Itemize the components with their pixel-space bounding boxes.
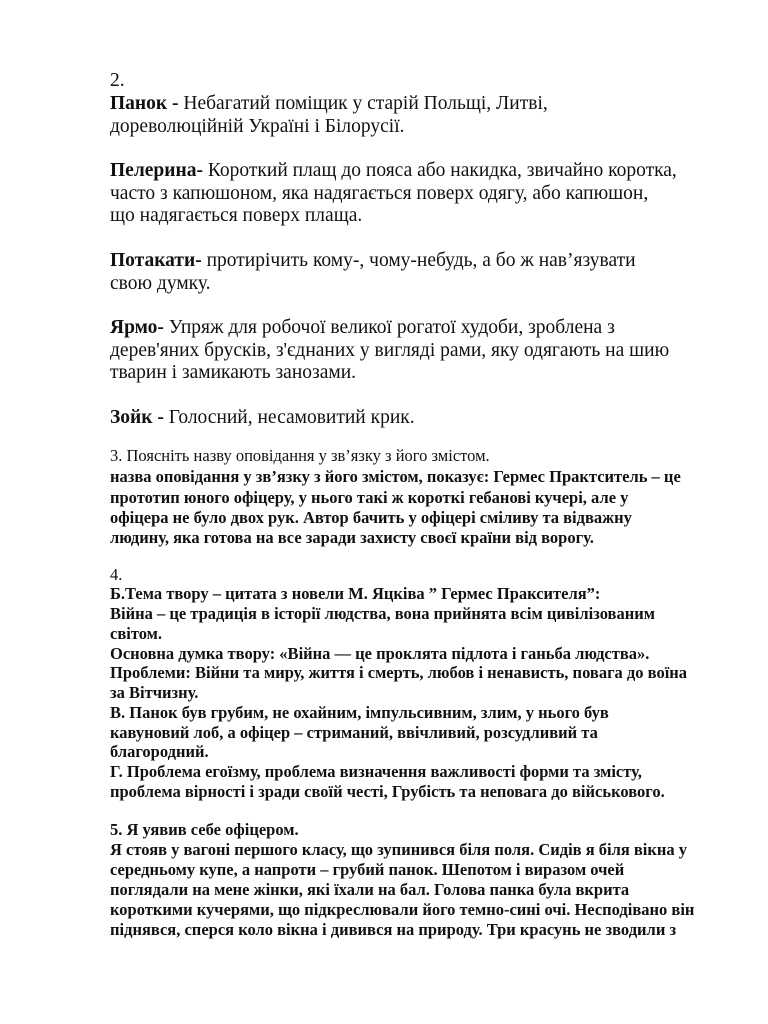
glossary-term: Потакати- [110,250,202,271]
section-4-line: Проблеми: Війни та миру, життя і смерть, любов і ненависть, повага до воїна [110,663,688,682]
glossary-definition-line: що надягається поверх плаща. [110,205,363,226]
section-4-line: проблема вірності і зради своїй честі, Грубість та неповага до військового. [110,782,665,801]
section-3-line: прототип юного офіцеру, у нього такі ж короткі гебанові кучері, але у [110,488,629,507]
section-letter: Г [110,762,119,781]
glossary-definition-line: дореволюційній Україні і Білорусії. [110,116,405,137]
section-4-g [110,762,642,782]
glossary-entry-panok [110,93,548,115]
glossary-term: Зойк - [110,407,164,428]
section-3-heading: 3. Поясніть назву оповідання у зв’язку з його змістом. [110,446,490,465]
glossary-term: Пелерина- [110,160,203,181]
glossary-entry-pelerina [110,160,677,182]
section-3-line: людину, яка готова на все заради захисту своєї країни від ворогу. [110,528,594,547]
glossary-definition-line: свою думку. [110,273,211,294]
section-4-v [110,703,609,723]
section-4-line: благородний. [110,742,209,761]
glossary-definition: Голосний, несамовитий крик. [163,407,415,428]
glossary-definition: протирічить кому-, чому-небудь, а бо ж нав’язувати [201,250,636,271]
section-2-number: 2. [110,70,125,91]
glossary-entry-yarmo [110,317,615,339]
section-letter: Б [110,584,121,603]
glossary-definition: Небагатий поміщик у старій Польщі, Литві, [178,93,548,114]
glossary-definition-line: дерев'яних брусків, з'єднаних у вигляді рами, яку одягають на шию [110,340,670,361]
section-4-line: за Вітчизну. [110,683,199,702]
section-4-line: світом. [110,624,163,643]
section-5-line: короткими кучерями, що підкреслювали його темно-сині очі. Несподівано він [110,900,695,919]
section-letter: В [110,703,122,722]
glossary-term: Ярмо- [110,317,164,338]
section-3-line: назва оповідання у зв’язку з його змістом, показує: Гермес Практситель – це [110,467,681,486]
section-4-b [110,584,600,604]
section-5-line: середньому купе, а напроти – грубий панок. Шепотом і виразом очей [110,860,625,879]
section-text: . Панок був грубим, не охайним, імпульсивним, злим, у нього був [121,703,609,722]
glossary-term: Панок - [110,93,179,114]
glossary-definition-line: часто з капюшоном, яка надягається поверх одягу, або капюшон, [110,183,649,204]
section-5-line: піднявся, сперся коло вікна і дивився на природу. Три красунь не зводили з [110,920,677,939]
section-3-line: офіцера не було двох рук. Автор бачить у офіцері сміливу та відважну [110,508,632,527]
section-5-heading: 5. Я уявив себе офіцером. [110,820,299,839]
glossary-definition: Короткий плащ до пояса або накидка, звичайно коротка, [202,160,677,181]
section-4-line: Війна – це традиція в історії людства, вона прийнята всім цивілізованим [110,604,655,623]
section-4-line: Основна думка твору: «Війна — це проклята підлота і ганьба людства». [110,644,650,663]
section-5-line: Я стояв у вагоні першого класу, що зупинився біля поля. Сидів я біля вікна у [110,840,688,859]
section-4-number: 4. [110,565,123,584]
glossary-definition: Упряж для робочої великої рогатої худоби, зроблена з [163,317,615,338]
section-text: .Тема твору – цитата з новели М. Яцківа ” Гермес Праксителя”: [120,584,601,603]
section-5-line: поглядали на мене жінки, які їхали на бал. Голова панка була вкрита [110,880,630,899]
section-4-line: кавуновий лоб, а офіцер – стриманий, ввічливий, розсудливий та [110,723,598,742]
glossary-entry-potakaty [110,250,636,272]
section-text: . Проблема егоїзму, проблема визначення важливості форми та змісту, [118,762,642,781]
glossary-entry-zoik [110,407,415,429]
glossary-definition-line: тварин і замикають занозами. [110,362,357,383]
